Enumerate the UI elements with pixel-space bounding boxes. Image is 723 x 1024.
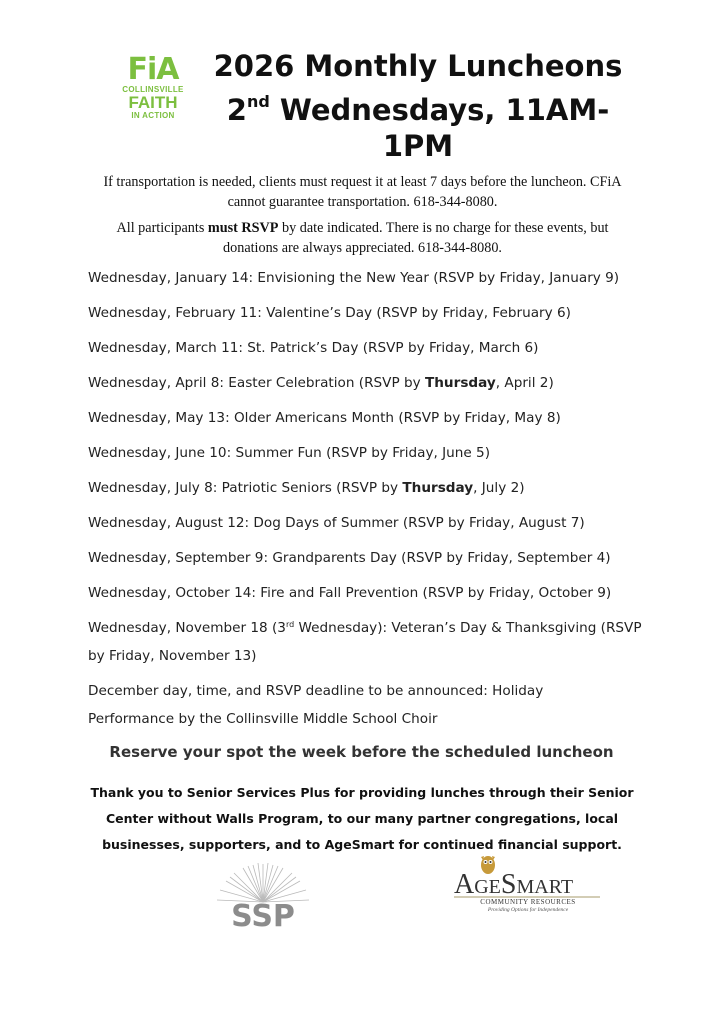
event-february: Wednesday, February 11: Valentine’s Day (RSVP by Friday, February 6) bbox=[88, 305, 571, 321]
event-january: Wednesday, January 14: Envisioning the New Year (RSVP by Friday, January 9) bbox=[88, 270, 620, 286]
event-november bbox=[88, 614, 648, 677]
agesmart-logo bbox=[450, 855, 610, 915]
event-july-emphasis: Thursday bbox=[402, 480, 474, 496]
event-july-start: Wednesday, July 8: Patriotic Seniors (RSVP by bbox=[88, 480, 403, 496]
event-november-end: Wednesday): Veteran’s Day & Thanksgiving (RSVP by Friday, November 13) bbox=[88, 620, 642, 664]
event-march: Wednesday, March 11: St. Patrick’s Day (RSVP by Friday, March 6) bbox=[88, 340, 539, 356]
event-list bbox=[88, 264, 648, 733]
subtitle-number: 2 bbox=[226, 93, 247, 127]
event-april bbox=[88, 369, 648, 404]
agesmart-subtitle: COMMUNITY RESOURCES bbox=[480, 898, 576, 906]
logo-mark: FiA bbox=[127, 52, 179, 87]
event-august: Wednesday, August 12: Dog Days of Summer (RSVP by Friday, August 7) bbox=[88, 515, 585, 531]
page-title: 2026 Monthly Luncheons bbox=[213, 49, 623, 83]
agesmart-wordmark: AGESMART bbox=[454, 869, 574, 900]
thank-you-message: Thank you to Senior Services Plus for providing lunches through their Senior Center without Walls Program, to our many partner congregations, local businesses, supporters, and to AgeSmart for continued financial support. bbox=[90, 785, 634, 852]
cfia-logo bbox=[121, 52, 185, 120]
ssp-logo bbox=[213, 862, 313, 934]
event-july bbox=[88, 474, 648, 509]
logo-line-faith: FAITH bbox=[128, 93, 178, 112]
logo-line-in-action: IN ACTION bbox=[131, 111, 175, 120]
logo-line-collinsville: COLLINSVILLE bbox=[122, 85, 184, 94]
event-april-start: Wednesday, April 8: Easter Celebration (RSVP by bbox=[88, 375, 425, 391]
event-september: Wednesday, September 9: Grandparents Day (RSVP by Friday, September 4) bbox=[88, 550, 611, 566]
event-april-end: , April 2) bbox=[495, 375, 554, 391]
transport-note: If transportation is needed, clients must request it at least 7 days before the luncheon. CFiA cannot guarantee transportation. 618-344-8080. bbox=[103, 174, 622, 210]
rsvp-note-emphasis: must RSVP bbox=[207, 220, 279, 236]
reserve-notice: Reserve your spot the week before the scheduled luncheon bbox=[109, 743, 614, 761]
ssp-sunburst-icon bbox=[217, 863, 309, 902]
event-november-start: Wednesday, November 18 (3 bbox=[88, 620, 286, 636]
rsvp-note-start: All participants bbox=[116, 220, 208, 236]
event-june: Wednesday, June 10: Summer Fun (RSVP by Friday, June 5) bbox=[88, 445, 491, 461]
event-october: Wednesday, October 14: Fire and Fall Prevention (RSVP by Friday, October 9) bbox=[88, 585, 612, 601]
owl-icon bbox=[481, 856, 495, 874]
event-may: Wednesday, May 13: Older Americans Month (RSVP by Friday, May 8) bbox=[88, 410, 561, 426]
page-subtitle bbox=[198, 92, 638, 164]
event-july-end: , July 2) bbox=[473, 480, 525, 496]
ssp-wordmark: SSP bbox=[231, 899, 295, 934]
subtitle-text: Wednesdays, 11AM-1PM bbox=[269, 93, 610, 163]
event-november-ordinal: rd bbox=[285, 620, 295, 629]
rsvp-note-end: by date indicated. There is no charge for these events, but donations are always appreciated. 618-344-8080. bbox=[223, 220, 609, 256]
rsvp-note bbox=[90, 218, 635, 258]
event-april-emphasis: Thursday bbox=[424, 375, 496, 391]
event-december: December day, time, and RSVP deadline to be announced: Holiday Performance by the Collinsville Middle School Choir bbox=[88, 683, 544, 727]
subtitle-ordinal: nd bbox=[246, 92, 270, 111]
agesmart-tagline: Providing Options for Independence bbox=[487, 907, 569, 913]
